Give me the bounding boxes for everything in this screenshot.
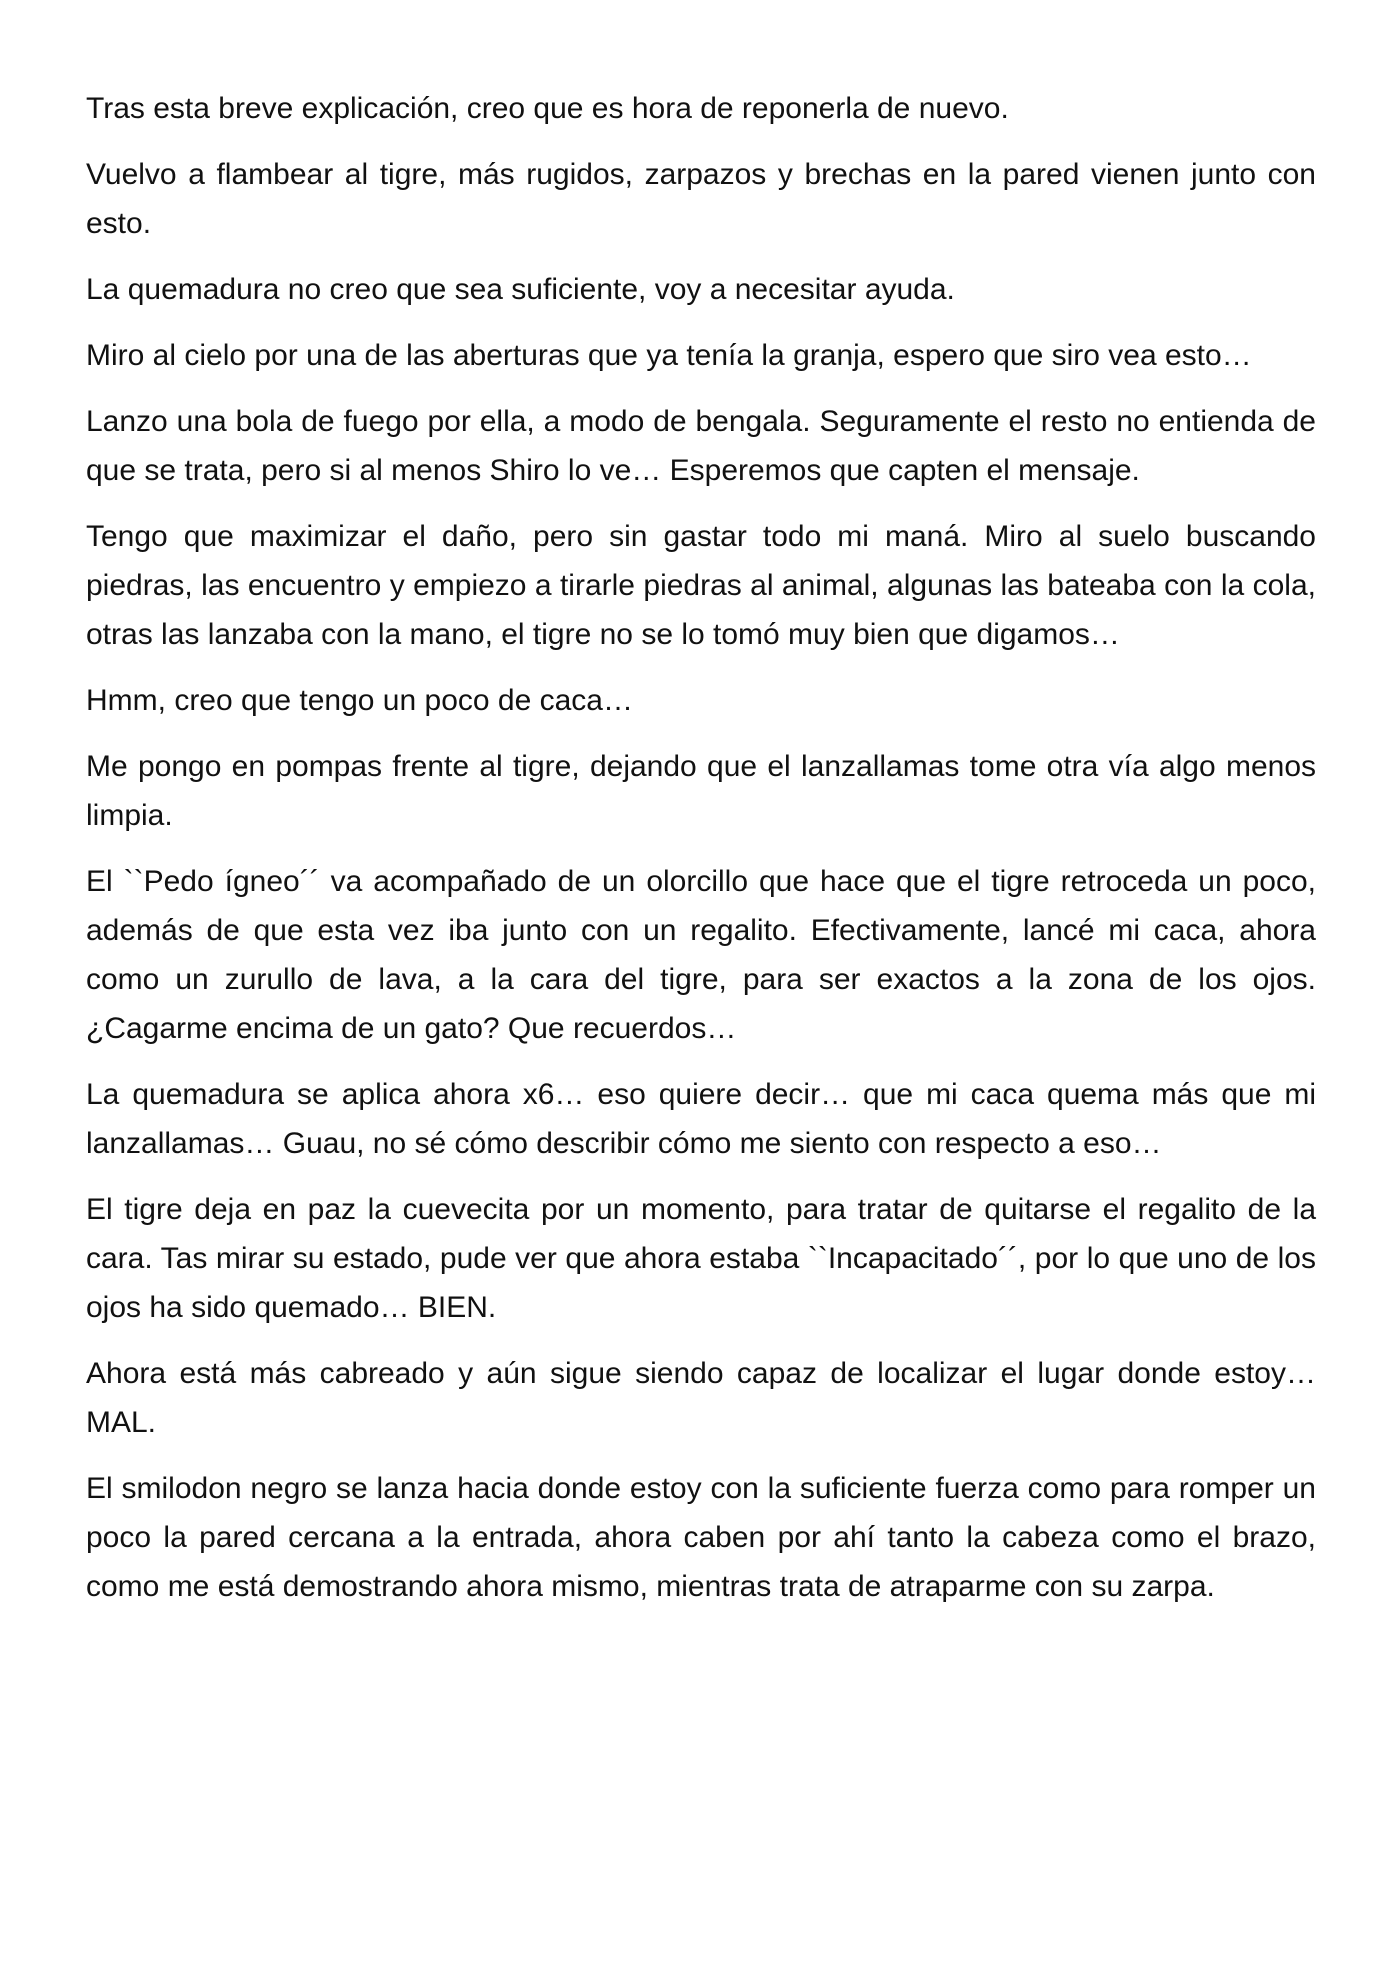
paragraph-9: El ``Pedo ígneo´´ va acompañado de un olorcillo que hace que el tigre retroceda un poco, además de que esta vez iba junto con un regalito. Efectivamente, lancé mi caca, ahora como un zurullo de lava, a la cara del tigre, para ser exactos a la zona de los ojos. ¿Cagarme encima de un gato? Que recuerdos…: [86, 865, 1316, 1045]
document-page: [86, 84, 1316, 1628]
paragraph-4: Miro al cielo por una de las aberturas que ya tenía la granja, espero que siro vea esto…: [86, 339, 1252, 372]
paragraph-5: Lanzo una bola de fuego por ella, a modo de bengala. Seguramente el resto no entienda de que se trata, pero si al menos Shiro lo ve… Esperemos que capten el mensaje.: [86, 405, 1316, 487]
paragraph-2: Vuelvo a flambear al tigre, más rugidos, zarpazos y brechas en la pared vienen junto con esto.: [86, 158, 1316, 240]
paragraph-13: El smilodon negro se lanza hacia donde estoy con la suficiente fuerza como para romper un poco la pared cercana a la entrada, ahora caben por ahí tanto la cabeza como el brazo, como me está demostrando ahora mismo, mientras trata de atraparme con su zarpa.: [86, 1472, 1316, 1603]
paragraph-1: Tras esta breve explicación, creo que es hora de reponerla de nuevo.: [86, 92, 1009, 125]
paragraph-8: Me pongo en pompas frente al tigre, dejando que el lanzallamas tome otra vía algo menos limpia.: [86, 750, 1316, 832]
paragraph-10: La quemadura se aplica ahora x6… eso quiere decir… que mi caca quema más que mi lanzallamas… Guau, no sé cómo describir cómo me siento con respecto a eso…: [86, 1078, 1316, 1160]
paragraph-3: La quemadura no creo que sea suficiente, voy a necesitar ayuda.: [86, 273, 955, 306]
paragraph-7: Hmm, creo que tengo un poco de caca…: [86, 684, 633, 717]
paragraph-12: Ahora está más cabreado y aún sigue siendo capaz de localizar el lugar donde estoy… MAL.: [86, 1357, 1316, 1439]
paragraph-11: El tigre deja en paz la cuevecita por un momento, para tratar de quitarse el regalito de la cara. Tas mirar su estado, pude ver que ahora estaba ``Incapacitado´´, por lo que uno de los ojos ha sido quemado… BIEN.: [86, 1193, 1316, 1324]
paragraph-6: Tengo que maximizar el daño, pero sin gastar todo mi maná. Miro al suelo buscando piedras, las encuentro y empiezo a tirarle piedras al animal, algunas las bateaba con la cola, otras las lanzaba con la mano, el tigre no se lo tomó muy bien que digamos…: [86, 520, 1316, 651]
